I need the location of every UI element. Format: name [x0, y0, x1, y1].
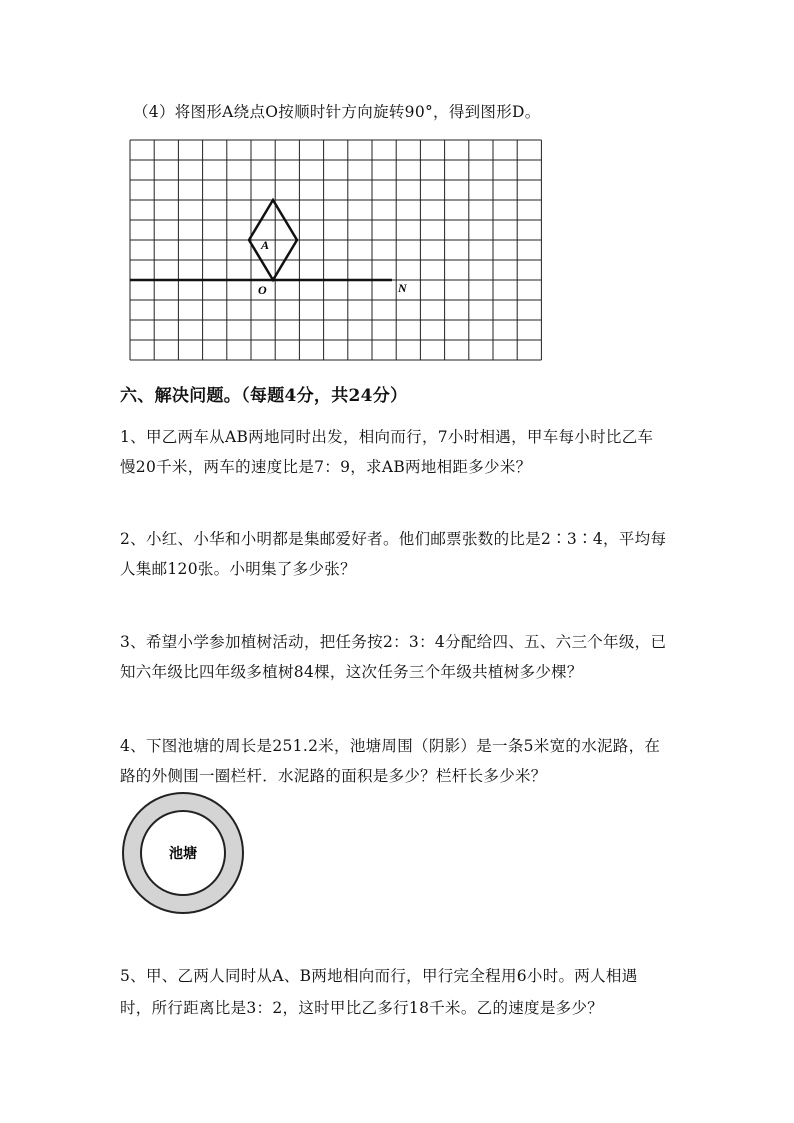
problem-2-line-2: 人集邮120张。小明集了多少张？ — [120, 560, 356, 578]
shape-a-label: A — [261, 238, 270, 252]
problem-3-line-1: 3、希望小学参加植树活动，把任务按2：3：4分配给四、五、六三个年级，已 — [120, 633, 667, 651]
problem-4-line-2: 路的外侧围一圈栏杆．水泥路的面积是多少？栏杆长多少米？ — [120, 767, 547, 785]
part4-instruction: （4）将图形A绕点O按顺时针方向旋转90°，得到图形D。 — [133, 103, 541, 121]
problem-2-line-1: 2、小红、小华和小明都是集邮爱好者。他们邮票张数的比是2∶3∶4，平均每 — [120, 530, 667, 548]
problem-4-line-1: 4、下图池塘的周长是251.2米，池塘周围（阴影）是一条5米宽的水泥路，在 — [120, 737, 661, 755]
problem-5-line-2: 时，所行距离比是3：2，这时甲比乙多行18千米。乙的速度是多少？ — [120, 999, 604, 1017]
problem-1-line-1: 1、甲乙两车从AB两地同时出发，相向而行，7小时相遇，甲车每小时比乙车 — [120, 428, 654, 446]
section-heading: 六、解决问题。（每题4分，共24分） — [120, 386, 408, 406]
point-n-label: N — [398, 281, 407, 295]
problem-1-line-2: 慢20千米，两车的速度比是7：9，求AB两地相距多少米？ — [120, 458, 532, 476]
problem-5-line-1: 5、甲、乙两人同时从A、B两地相向而行，甲行完全程用6小时。两人相遇 — [120, 967, 638, 985]
pond-label: 池塘 — [169, 846, 197, 862]
problem-3-line-2: 知六年级比四年级多植树84棵，这次任务三个年级共植树多少棵？ — [120, 663, 583, 681]
point-o-label: O — [258, 283, 267, 297]
